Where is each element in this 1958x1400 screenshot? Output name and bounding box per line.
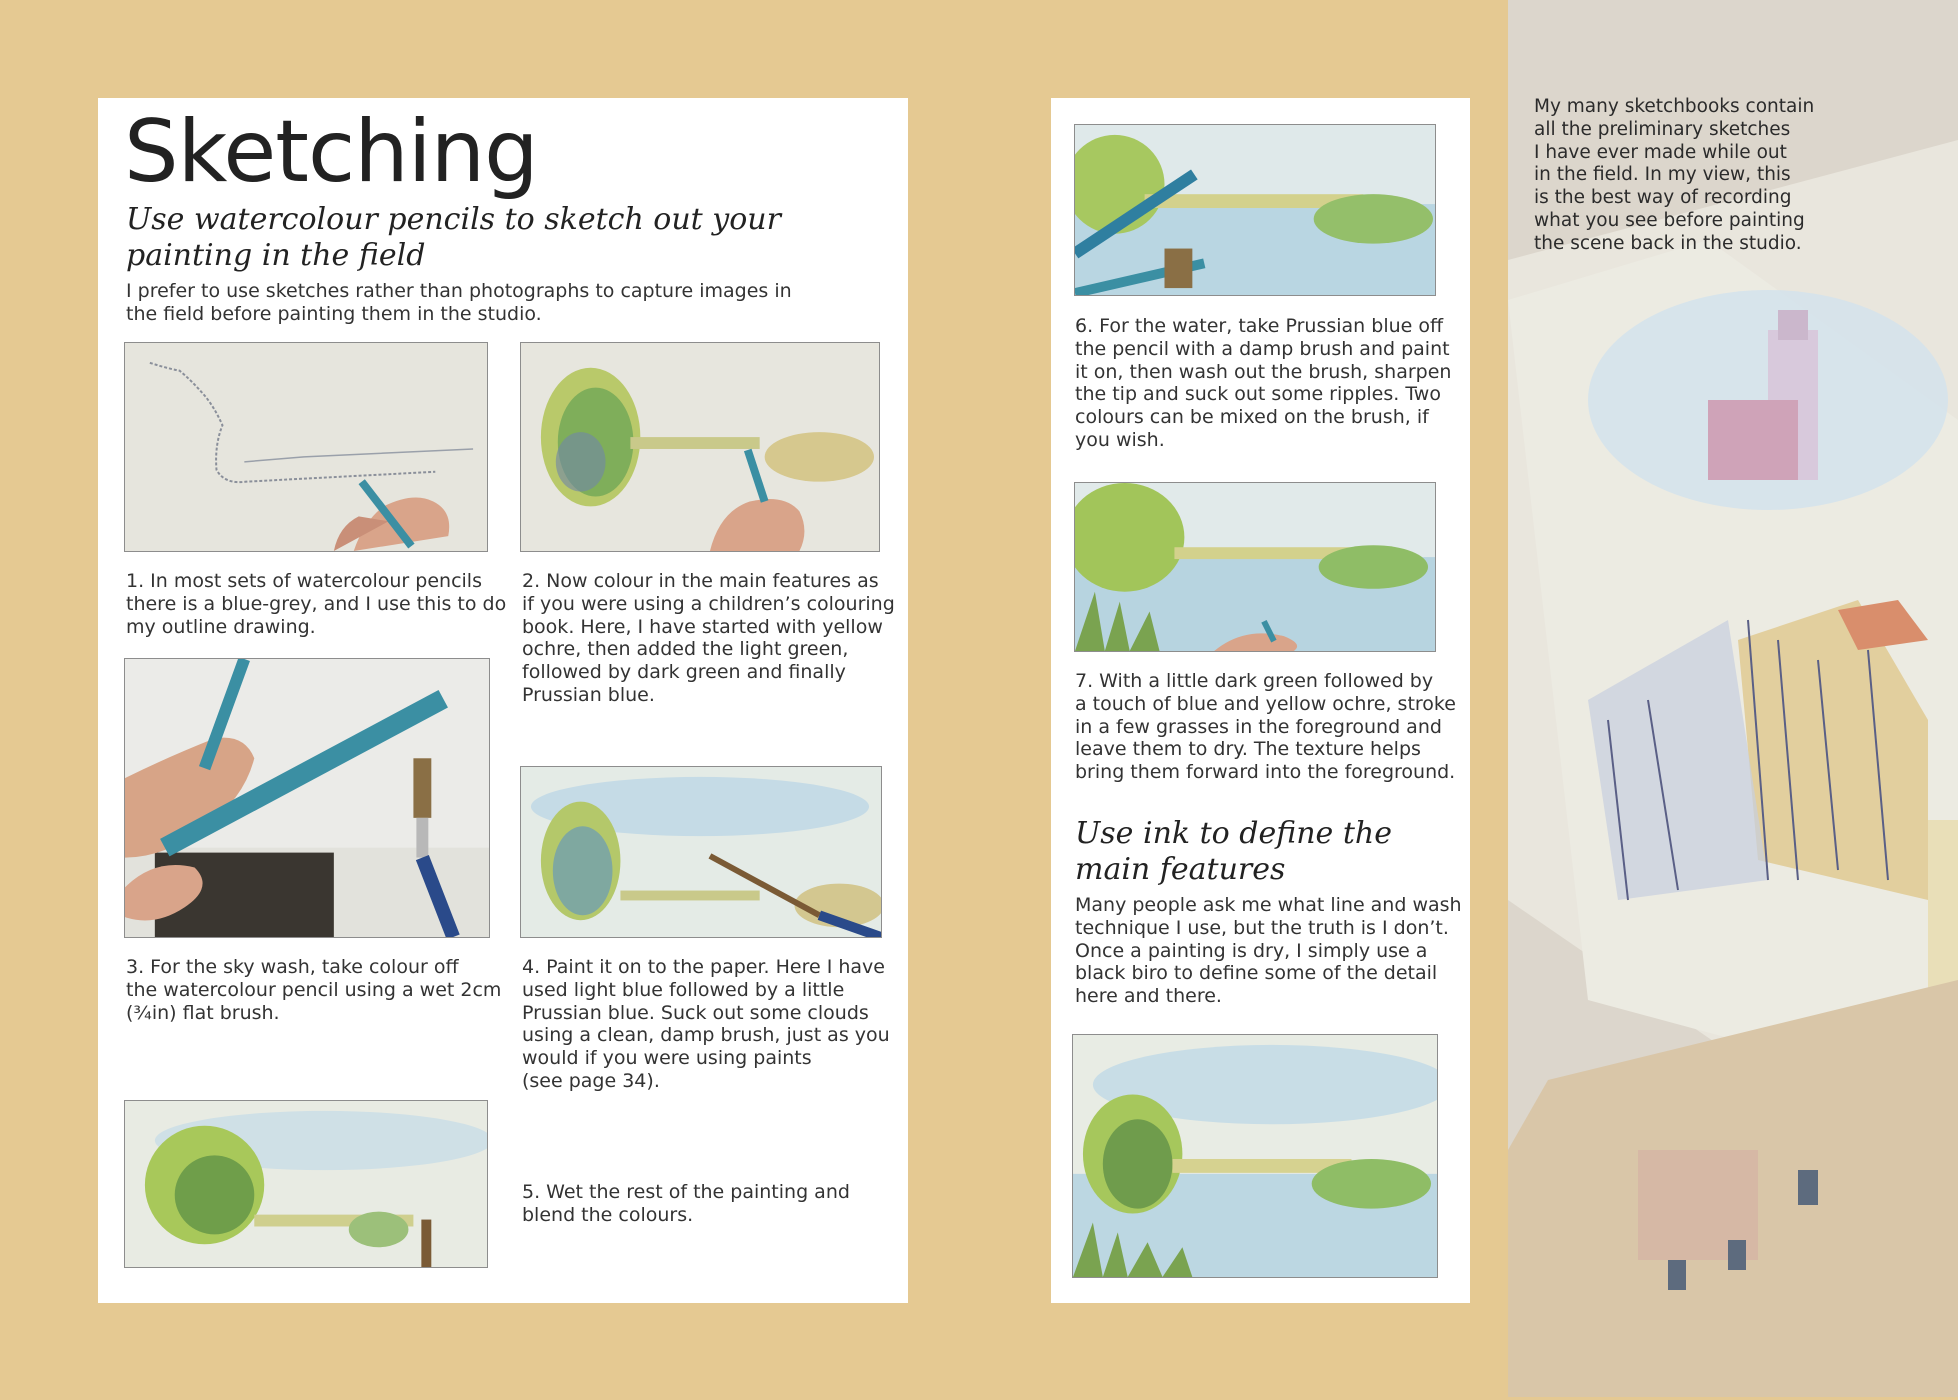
intro-line-1: I prefer to use sketches rather than photographs to capture images in [126, 280, 792, 302]
caption-line: if you were using a children’s colouring [522, 592, 895, 615]
step-2-photo [520, 342, 880, 552]
caption-line: 3. For the sky wash, take colour off [126, 956, 459, 978]
body-line: black biro to define some of the detail [1075, 962, 1438, 985]
caption-line: leave them to dry. The texture helps [1075, 738, 1421, 761]
caption-line: all the preliminary sketches [1534, 118, 1791, 140]
body-line: Many people ask me what line and wash [1075, 894, 1462, 916]
body-line: Once a painting is dry, I simply use a [1075, 939, 1428, 962]
caption-line: the watercolour pencil using a wet 2cm [126, 978, 502, 1001]
caption-line: 6. For the water, take Prussian blue off [1075, 315, 1444, 337]
caption-line: would if you were using paints [522, 1047, 812, 1070]
caption-line: my outline drawing. [126, 615, 316, 638]
caption-line: a touch of blue and yellow ochre, stroke [1075, 692, 1456, 715]
caption-line: 2. Now colour in the main features as [522, 570, 879, 592]
caption-line: 7. With a little dark green followed by [1075, 670, 1434, 692]
step-1-caption [126, 570, 506, 638]
step-3-caption [126, 956, 501, 1024]
section-heading [126, 202, 781, 274]
caption-line: is the best way of recording [1534, 187, 1792, 209]
step-4-caption [522, 956, 890, 1093]
step-5-caption [522, 1181, 850, 1227]
heading-line: Use ink to define the [1075, 816, 1392, 851]
section-heading-line-1: Use watercolour pencils to sketch out your [126, 202, 781, 237]
body-line: here and there. [1075, 985, 1222, 1008]
caption-line: colours can be mixed on the brush, if [1075, 406, 1429, 429]
caption-line: the tip and suck out some ripples. Two [1075, 383, 1441, 406]
caption-line: My many sketchbooks contain [1534, 96, 1815, 117]
caption-line: in a few grasses in the foreground and [1075, 715, 1442, 738]
intro-line-2: the field before painting them in the studio. [126, 302, 542, 325]
caption-line: you wish. [1075, 428, 1165, 451]
caption-line: the pencil with a damp brush and paint [1075, 337, 1450, 360]
caption-line: using a clean, damp brush, just as you [522, 1024, 890, 1047]
caption-line: there is a blue-grey, and I use this to do [126, 592, 507, 615]
step-6-caption [1075, 315, 1451, 452]
caption-line: it on, then wash out the brush, sharpen [1075, 360, 1452, 383]
caption-line: 1. In most sets of watercolour pencils [126, 570, 482, 592]
page-title: Sketching [124, 102, 538, 202]
caption-line: 5. Wet the rest of the painting and [522, 1181, 850, 1203]
caption-line: (¾in) flat brush. [126, 1001, 280, 1024]
middle-page [1051, 98, 1470, 1303]
caption-line: I have ever made while out [1534, 141, 1787, 163]
left-page [98, 98, 908, 1303]
caption-line: Prussian blue. [522, 683, 655, 706]
caption-line: ochre, then added the light green, [522, 638, 849, 661]
step-2-caption [522, 570, 895, 707]
step-6-photo [1074, 124, 1436, 296]
caption-line: followed by dark green and finally [522, 661, 846, 684]
sketchbooks-photo-panel [1508, 0, 1958, 1397]
caption-line: used light blue followed by a little [522, 978, 845, 1001]
step-7-photo [1074, 482, 1436, 652]
caption-line: what you see before painting [1534, 209, 1805, 231]
caption-line: 4. Paint it on to the paper. Here I have [522, 956, 885, 978]
caption-line: blend the colours. [522, 1203, 694, 1226]
caption-line: the scene back in the studio. [1534, 232, 1802, 254]
caption-line: book. Here, I have started with yellow [522, 615, 883, 638]
heading-line: main features [1075, 852, 1286, 887]
step-3-photo [124, 658, 490, 938]
caption-line: Prussian blue. Suck out some clouds [522, 1001, 869, 1024]
ink-section-heading [1075, 816, 1392, 888]
caption-line: in the field. In my view, this [1534, 164, 1791, 186]
step-7-caption [1075, 670, 1456, 784]
finished-painting-photo [1072, 1034, 1438, 1278]
step-4-photo [520, 766, 882, 938]
step-1-photo [124, 342, 488, 552]
body-line: technique I use, but the truth is I don’t. [1075, 916, 1449, 939]
sketchbooks-caption [1534, 96, 1814, 256]
ink-section-body [1075, 894, 1462, 1008]
step-5-photo [124, 1100, 488, 1268]
caption-line: (see page 34). [522, 1069, 660, 1092]
intro-paragraph [126, 280, 792, 326]
caption-line: bring them forward into the foreground. [1075, 761, 1456, 784]
section-heading-line-2: painting in the field [126, 238, 426, 273]
